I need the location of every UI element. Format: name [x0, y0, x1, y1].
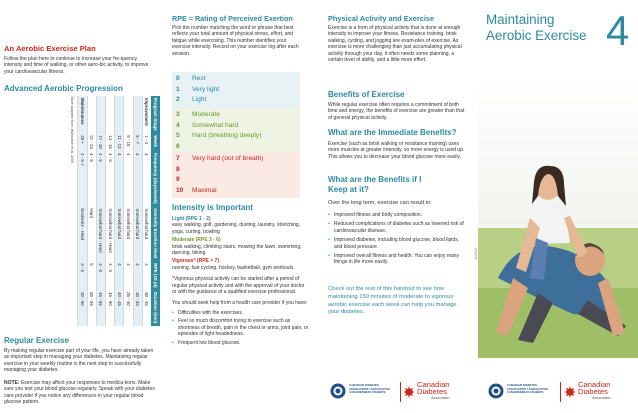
table-cell: Somewhat hard — [142, 206, 151, 261]
plan-title: An Aerobic Exercise Plan — [4, 44, 96, 53]
table-row — [133, 96, 142, 326]
table-cell: 8 - 10 — [124, 133, 133, 151]
logo-sub: Association — [431, 395, 450, 400]
table-cell: Somewhat hard - Hard — [106, 206, 115, 261]
table-cell: 5 - 7 — [133, 133, 142, 151]
regular-exercise-text: By making regular exercise part of your life, you have already taken an important step in managing your diabetes. Maintaining regular exercise in your weekly routine is the next step to successfully managing your diabetes. — [4, 348, 154, 374]
benefits-text: While regular exercise often requires a commitment of both time and energy, the benefits of exercise are greater than that of general physical activity. — [328, 102, 465, 121]
table-header-cell: Intensity Exertion level — [151, 206, 160, 261]
table-cell: 4 - 5 + — [78, 151, 87, 206]
list-item: • Improved diabetes, including blood glucose, blood lipids, and blood pressure. — [328, 237, 466, 250]
keep-list — [328, 212, 466, 269]
vigorous-text: running, fast cycling, hockey, basketball, gym workouts — [172, 264, 294, 271]
table-cell: 4 — [142, 261, 151, 290]
table-cell: 4 — [142, 151, 151, 206]
table-cell: 4 - 5 — [87, 151, 96, 206]
cda-emblem-icon — [488, 383, 504, 399]
table-cell: 1 - 4 — [142, 133, 151, 151]
maple-leaf-icon — [403, 386, 415, 398]
table-cell: 25 + — [78, 133, 87, 151]
table-cell: 4 - 5 — [96, 261, 105, 290]
cda-emblem-icon — [330, 383, 346, 399]
table-cell: 14 - 16 — [106, 133, 115, 151]
immediate-title: What are the Immediate Benefits? — [328, 128, 457, 137]
table-cell: Maintenance — [78, 96, 87, 133]
list-item: • Improved overall fitness and health. You can enjoy many things in life more easily. — [328, 253, 466, 266]
table-header-cell: RPE (10 pt) — [151, 261, 160, 290]
list-item: • Improved fitness and body composition. — [328, 212, 466, 218]
table-header-cell: Duration (min) — [151, 290, 160, 326]
rpe-number: 0 — [176, 75, 180, 82]
logo-name — [578, 381, 611, 400]
list-item: • Feel so much discomfort trying to exercise such as shortness of breath, pain in the chest or arms, joint pain, or episodes of light headedness. — [172, 318, 310, 337]
table-row — [96, 96, 105, 326]
keep-title: What are the Benefits if I Keep at it? — [328, 175, 422, 194]
note-text — [4, 380, 156, 406]
help-list — [172, 310, 310, 346]
cover-title-line1: Maintaining — [486, 12, 555, 27]
pa-text: Exercise is a form of physical activity that is done at enough intensity to improve your fitness. Resistance training, brisk walking, cycling, and jogging are exam-ples of exercise. As exercise is more challenging than just accumulating physical activity through your day, it often needs some planning, a certain level of ability, and a little more effort. — [328, 25, 462, 64]
cover-panel — [478, 0, 638, 413]
advanced-title: Advanced Aerobic Progression — [4, 84, 123, 93]
table-cell — [87, 96, 96, 133]
table-cell: 4 — [115, 151, 124, 206]
progression-table-wrap — [10, 96, 160, 326]
table-cell: Somewhat hard — [124, 206, 133, 261]
cda-logo-right — [488, 376, 634, 406]
rpe-label: Moderate — [192, 111, 220, 118]
table-cell: 4 — [124, 261, 133, 290]
table-cell: 4 - 5 — [106, 151, 115, 206]
rpe-intro: Pick the number matching the word or phrase that best reflects your total amount of physical stress, effort, and fatigue while exercising. This number identifies your exercise intensity. Record on your exercise log after each session. — [172, 25, 299, 57]
maple-leaf-icon — [564, 386, 576, 398]
table-cell: 5 — [87, 261, 96, 290]
list-item: • Frequent low blood glucose. — [172, 340, 310, 346]
table-row — [78, 96, 87, 326]
table-cell: Moderate - Hard — [78, 206, 87, 261]
table-cell: Somewhat hard - Hard — [96, 206, 105, 261]
table-cell: 4 — [115, 261, 124, 290]
cda-logo-bottom — [330, 376, 466, 406]
light-block — [172, 216, 310, 348]
table-cell: 3 - 6 — [78, 261, 87, 290]
light-label: Light (RPE 1 - 2) — [172, 216, 211, 222]
rpe-number: 6 — [176, 142, 180, 150]
left-column — [0, 0, 160, 413]
intensity-section — [168, 0, 312, 413]
table-row — [106, 96, 115, 326]
rpe-label: Very light — [192, 85, 220, 93]
rpe-number: 4 — [176, 121, 180, 129]
logo-name-line1: Canadian — [578, 380, 611, 389]
table-cell — [133, 96, 142, 133]
table-cell — [96, 96, 105, 133]
table-cell: Hard — [87, 206, 96, 261]
rpe-number: 9 — [176, 176, 180, 184]
rpe-number: 3 — [176, 111, 180, 118]
plan-text: Follow the plan here to continue to increase your fre-quency, intensity and time of walking, or other aero-bic activity, to improve your cardiovascular fitness. — [4, 56, 149, 75]
rpe-number: 7 — [176, 155, 180, 162]
table-row — [124, 96, 133, 326]
rpe-label: Rest — [192, 75, 206, 82]
keep-intro: Over the long term, exercise can result in: — [328, 200, 432, 206]
table-cell: 30 - 60 — [78, 290, 87, 326]
rpe-label: Light — [192, 96, 207, 104]
table-cell: 45 - 55 — [96, 290, 105, 326]
regular-exercise-title: Regular Exercise — [4, 336, 69, 345]
logo-name-line1: Canadian — [417, 380, 450, 389]
logo-bilingual-text: CANADIAN DIABETES ASSOCIATION / ASSOCIATION CANADIENNE DU DIABÈTE — [507, 383, 548, 395]
help-text: You should seek help from a health care provider if you have: — [172, 300, 308, 307]
table-cell: 11 - 13 — [115, 133, 124, 151]
logo-name-line2: Diabetes — [578, 387, 608, 397]
logo-name — [417, 381, 450, 400]
table-cell: 4 — [133, 151, 142, 206]
table-cell — [124, 96, 133, 133]
rpe-label: Maximal — [192, 186, 217, 194]
table-cell — [115, 96, 124, 133]
table-cell: Somewhat hard — [133, 206, 142, 261]
table-row — [87, 96, 96, 326]
rpe-title: RPE = Rating of Perceived Exertion — [172, 14, 293, 23]
pa-title: Physical Activity and Exercise — [328, 14, 435, 23]
table-cell: 40 - 45 — [115, 290, 124, 326]
table-cell: 35 - 40 — [124, 290, 133, 326]
table-note: Table adapted from: Warburton et al, 2006 — [70, 96, 75, 164]
note-label: NOTE: — [4, 380, 20, 386]
table-cell: 45 - 50 — [106, 290, 115, 326]
rpe-number: 8 — [176, 165, 180, 173]
moderate-text: brisk walking, climbing stairs, mowing the lawn, swimming, dancing, biking — [172, 243, 302, 257]
note-body: Exercise may affect your responses to medica-tions. Make sure you test your blood glucose regularly. Speak with your diabetes care provider if you notice any differences in your regular blood glucose pattern. — [4, 380, 155, 406]
table-cell: 17 - 20 — [96, 133, 105, 151]
table-cell: 4 — [133, 261, 142, 290]
cover-title — [486, 12, 586, 44]
checkout-text: Check out the rest of this handout to see how maintaining 150 minutes of moderate to vigorous aerobic exercise each week can help you manage your diabetes. — [328, 286, 457, 316]
moderate-label: Moderate (RPE 3 - 6) — [172, 237, 221, 244]
light-text: easy walking, golf, gardening, dusting, laundry, stretching, yoga, curling, bowling — [172, 222, 301, 235]
table-header-cell: Program Stage — [151, 96, 160, 133]
rpe-label: Very hard (out of breath) — [192, 155, 264, 162]
family-photo — [478, 78, 638, 358]
logo-name-line2: Diabetes — [417, 387, 447, 397]
vigorous-label: Vigorous* (RPE > 7) — [172, 258, 220, 265]
table-cell: 4 - 5 — [106, 261, 115, 290]
rpe-label: Somewhat hard — [192, 121, 239, 129]
table-cell — [106, 96, 115, 133]
handout-number: 4 — [606, 7, 630, 54]
progression-table — [78, 96, 161, 326]
table-header-cell: Frequency (days/week) — [151, 151, 160, 206]
list-item: • Reduced complications of diabetes such as lowered risk of cardiovascular disease. — [328, 221, 466, 234]
table-row — [142, 96, 151, 326]
list-item: • Difficulties with the exercises. — [172, 310, 310, 316]
table-cell: 4 - 5 — [96, 151, 105, 206]
rpe-label: Hard (breathing deeply) — [192, 132, 262, 140]
table-cell: 30 - 35 — [142, 290, 151, 326]
vigorous-note: *Vigorous physical activity can be started after a period of regular physical activity and with the approval of your doctor or with the guidance of a qualified exercise professional. — [172, 276, 305, 296]
table-cell: Somewhat hard — [115, 206, 124, 261]
cover-title-line2: Aerobic Exercise — [486, 28, 587, 43]
immediate-text: Exercise (such as brisk walking or resistance training) uses more muscles at greater intensity, so more energy is used up. This allows you to decrease your blood glucose more easily. — [328, 141, 465, 160]
table-row — [115, 96, 124, 326]
logo-divider — [400, 382, 401, 402]
rpe-number: 5 — [176, 132, 180, 140]
table-cell: 4 — [124, 151, 133, 206]
document-code: 113412 — [473, 248, 478, 260]
rpe-number: 1 — [176, 85, 180, 93]
logo-bilingual-text: CANADIAN DIABETES ASSOCIATION / ASSOCIATION CANADIENNE DU DIABÈTE — [349, 383, 390, 395]
table-cell: 21 - 24 — [87, 133, 96, 151]
table-cell: 50 - 55 — [87, 290, 96, 326]
logo-divider — [560, 382, 561, 402]
table-cell: Improvement — [142, 96, 151, 133]
table-header-cell: Week — [151, 133, 160, 151]
table-cell: 30 - 35 — [133, 290, 142, 326]
rpe-number: 2 — [176, 96, 180, 104]
benefits-title: Benefits of Exercise — [328, 90, 405, 99]
rpe-number: 10 — [176, 186, 184, 194]
intensity-title: Intensity is Important — [172, 203, 253, 212]
third-column — [324, 0, 478, 413]
logo-sub: Association — [592, 395, 611, 400]
